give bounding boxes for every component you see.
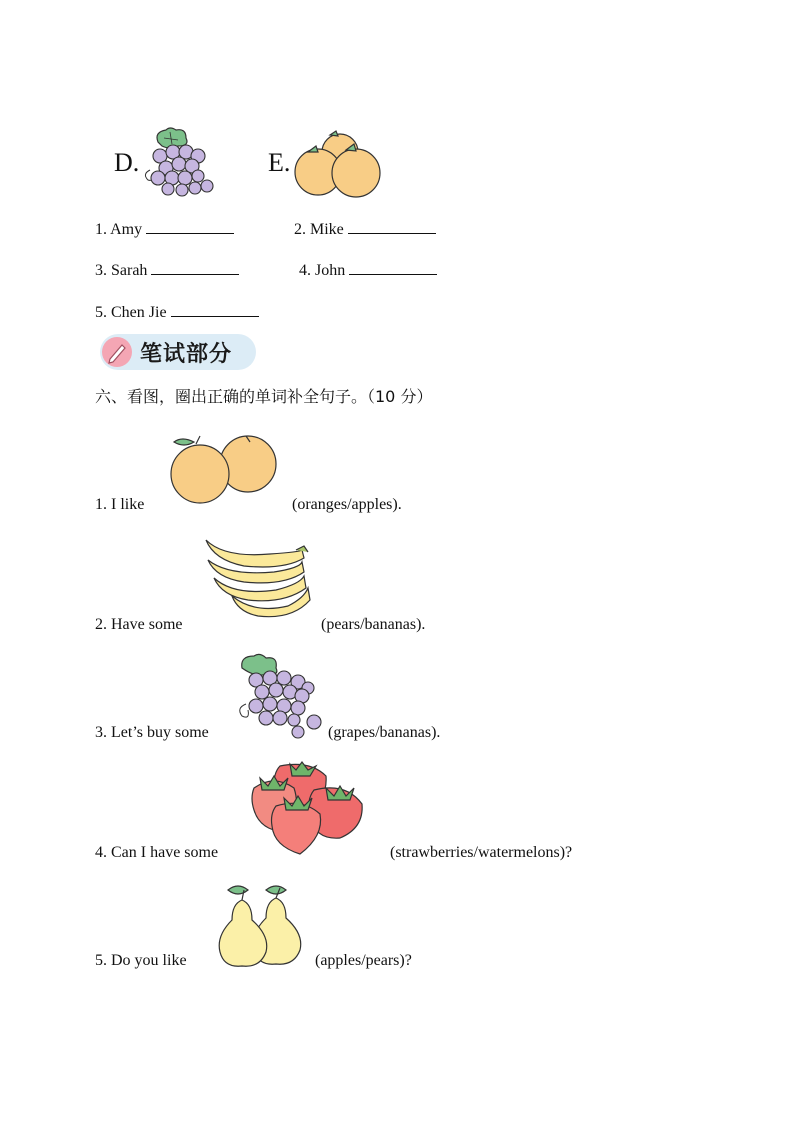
question-3-choice[interactable]: (grapes/bananas). — [328, 724, 441, 741]
pencil-icon — [102, 337, 132, 367]
oranges-icon — [292, 130, 384, 200]
question-1 — [95, 496, 144, 514]
question-1-prefix: 1. I like — [95, 496, 145, 513]
badge-label: 笔试部分 — [140, 342, 233, 367]
answer-blank-4[interactable] — [349, 260, 437, 275]
question-2-prefix: 2. Have some — [95, 616, 183, 633]
question-5-choice[interactable]: (apples/pears)? — [315, 952, 412, 969]
question-4-choice[interactable]: (strawberries/watermelons)? — [390, 844, 573, 861]
question-4-prefix: 4. Can I have some — [95, 844, 219, 861]
listening-item-4: 4. John — [299, 260, 437, 280]
listening-item-2: 2. Mike — [294, 219, 436, 239]
question-5-prefix: 5. Do you like — [95, 952, 187, 969]
question-4 — [95, 844, 218, 862]
name-chen-jie: Chen Jie — [111, 304, 167, 321]
name-amy: Amy — [110, 221, 143, 238]
question-3 — [95, 724, 209, 742]
answer-blank-5[interactable] — [171, 302, 259, 317]
oranges-icon — [168, 434, 280, 504]
listening-item-3: 3. Sarah — [95, 260, 239, 280]
bananas-icon — [204, 536, 312, 620]
name-sarah: Sarah — [111, 262, 148, 279]
answer-blank-1[interactable] — [146, 219, 234, 234]
grapes-icon — [140, 126, 220, 202]
grapes-icon — [236, 652, 326, 740]
pears-icon — [214, 884, 308, 968]
question-5 — [95, 952, 187, 970]
listening-item-1: 1. Amy — [95, 219, 234, 239]
answer-blank-2[interactable] — [348, 219, 436, 234]
question-3-prefix: 3. Let’s buy some — [95, 724, 209, 741]
listening-item-5: 5. Chen Jie — [95, 302, 259, 322]
name-john: John — [315, 262, 346, 279]
strawberries-icon — [250, 760, 372, 856]
answer-blank-3[interactable] — [151, 260, 239, 275]
written-section-badge — [100, 334, 256, 370]
question-2 — [95, 616, 183, 634]
option-e-label: E. — [268, 148, 291, 177]
question-2-choice[interactable]: (pears/bananas). — [321, 616, 426, 633]
section-title: 六、看图，圈出正确的单词补全句子。（10 分） — [95, 387, 433, 406]
option-d-label: D. — [114, 148, 140, 177]
question-1-choice[interactable]: (oranges/apples). — [292, 496, 402, 513]
name-mike: Mike — [310, 221, 344, 238]
